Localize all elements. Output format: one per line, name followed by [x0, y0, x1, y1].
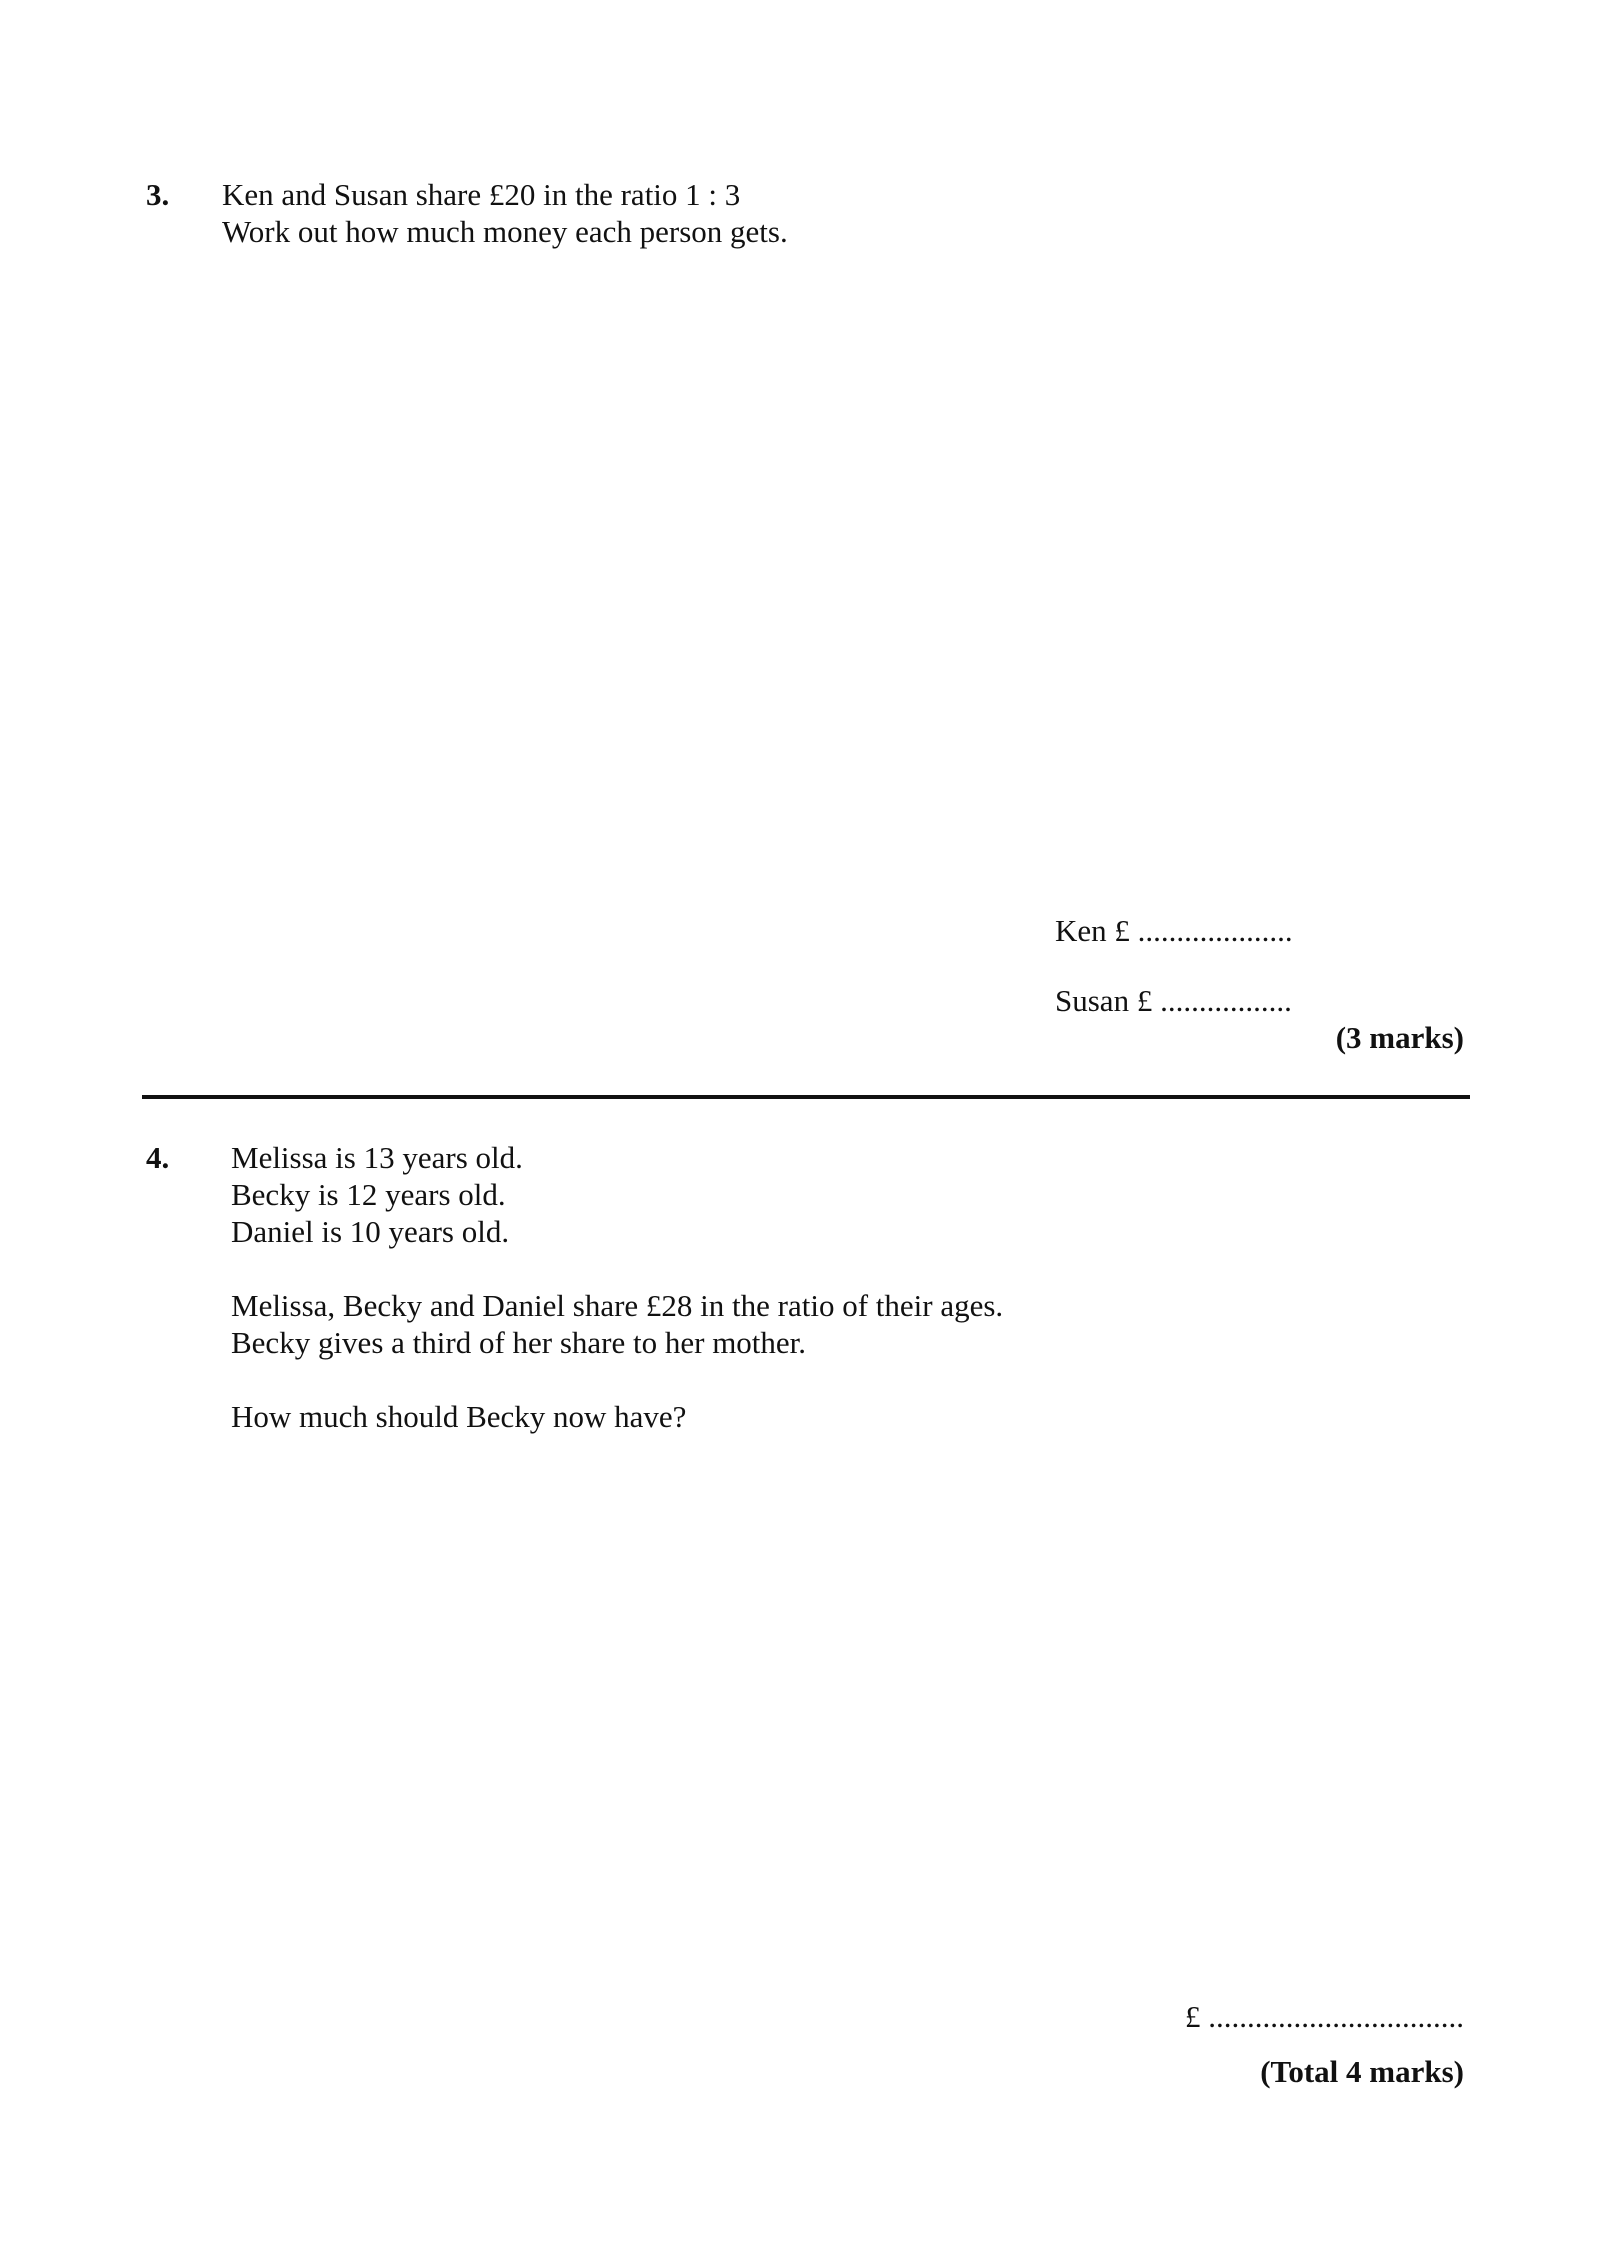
question-3-line-2: Work out how much money each person gets. [222, 214, 788, 249]
question-3-number: 3. [146, 177, 170, 212]
question-4-line-4: Melissa, Becky and Daniel share £28 in the ratio of their ages. [231, 1288, 1004, 1323]
question-4-number: 4. [146, 1140, 170, 1175]
question-4-line-1: Melissa is 13 years old. [231, 1140, 523, 1175]
question-3-answer-ken: Ken £ .................... [1055, 913, 1293, 948]
question-4-line-5: Becky gives a third of her share to her mother. [231, 1325, 807, 1360]
question-4-line-6: How much should Becky now have? [231, 1399, 687, 1434]
question-3-marks: (3 marks) [1335, 1020, 1464, 1055]
question-4-marks: (Total 4 marks) [1260, 2054, 1464, 2089]
question-4-line-2: Becky is 12 years old. [231, 1177, 506, 1212]
question-3-line-1: Ken and Susan share £20 in the ratio 1 : 3 [222, 177, 741, 212]
section-divider [142, 1095, 1470, 1099]
question-4-line-3: Daniel is 10 years old. [231, 1214, 510, 1249]
question-3-answer-susan: Susan £ ................. [1055, 983, 1292, 1018]
question-4-answer: £ ................................. [1185, 1999, 1464, 2034]
